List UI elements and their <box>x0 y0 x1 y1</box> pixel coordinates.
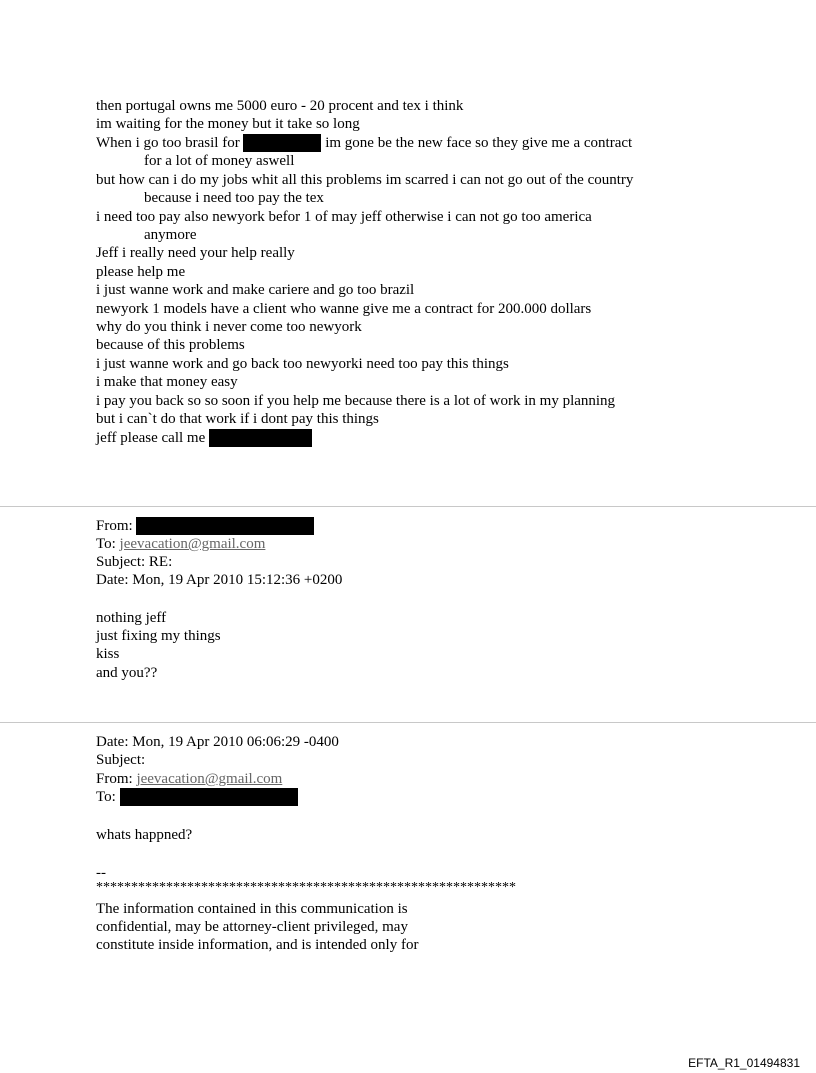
document-id: EFTA_R1_01494831 <box>688 1056 800 1070</box>
email1-body-line: kiss <box>96 646 120 662</box>
to-label: To: <box>96 536 116 552</box>
email2-body: whats happned? <box>96 827 193 843</box>
body-line: i just wanne work and go back too newyorki need too pay this things <box>96 356 509 372</box>
body-line: then portugal owns me 5000 euro - 20 procent and tex i think <box>96 98 464 114</box>
body-line: please help me <box>96 264 186 280</box>
to-label: To: <box>96 789 116 805</box>
redaction-block <box>120 788 298 806</box>
redaction-block <box>136 517 314 535</box>
body-line: anymore <box>144 227 197 243</box>
separator <box>0 722 816 723</box>
signature-stars: ************************************************************ <box>96 880 516 895</box>
body-line: newyork 1 models have a client who wanne give me a contract for 200.000 dollars <box>96 301 592 317</box>
email1-body-line: nothing jeff <box>96 610 167 626</box>
disclaimer-line: The information contained in this communication is <box>96 901 408 917</box>
email1-subject: Subject: RE: <box>96 554 173 570</box>
body-line: for a lot of money aswell <box>144 153 295 169</box>
body-line: because i need too pay the tex <box>144 190 324 206</box>
body-line: why do you think i never come too newyork <box>96 319 362 335</box>
body-text: When i go too brasil for <box>96 135 240 151</box>
redaction-block <box>209 429 312 447</box>
body-line: i just wanne work and make cariere and go too brazil <box>96 282 415 298</box>
body-line: Jeff i really need your help really <box>96 245 295 261</box>
body-line: im waiting for the money but it take so long <box>96 116 360 132</box>
body-text: jeff please call me <box>96 430 206 446</box>
from-label: From: <box>96 518 133 534</box>
signature-dash: -- <box>96 865 106 881</box>
disclaimer-line: constitute inside information, and is intended only for <box>96 937 419 953</box>
email1-body-line: just fixing my things <box>96 628 221 644</box>
disclaimer-line: confidential, may be attorney-client privileged, may <box>96 919 408 935</box>
email1-body-line: and you?? <box>96 665 158 681</box>
from-label: From: <box>96 771 133 787</box>
email2-to <box>96 788 298 806</box>
email1-to <box>96 535 265 553</box>
email-link[interactable]: jeevacation@gmail.com <box>119 536 266 552</box>
separator <box>0 506 816 507</box>
body-line <box>96 429 312 447</box>
body-line: because of this problems <box>96 337 245 353</box>
body-line <box>96 134 632 152</box>
body-line: i make that money easy <box>96 374 238 390</box>
email1-date: Date: Mon, 19 Apr 2010 15:12:36 +0200 <box>96 572 343 588</box>
email2-from <box>96 770 282 788</box>
email2-date: Date: Mon, 19 Apr 2010 06:06:29 -0400 <box>96 734 339 750</box>
email-link[interactable]: jeevacation@gmail.com <box>136 771 283 787</box>
email2-subject: Subject: <box>96 752 146 768</box>
body-line: i pay you back so so soon if you help me because there is a lot of work in my planning <box>96 393 616 409</box>
body-line: but how can i do my jobs whit all this problems im scarred i can not go out of the country <box>96 172 634 188</box>
body-text: im gone be the new face so they give me a contract <box>325 135 633 151</box>
body-line: i need too pay also newyork befor 1 of may jeff otherwise i can not go too america <box>96 209 592 225</box>
body-line: but i can`t do that work if i dont pay this things <box>96 411 379 427</box>
email1-from <box>96 517 314 535</box>
redaction-block <box>243 134 321 152</box>
